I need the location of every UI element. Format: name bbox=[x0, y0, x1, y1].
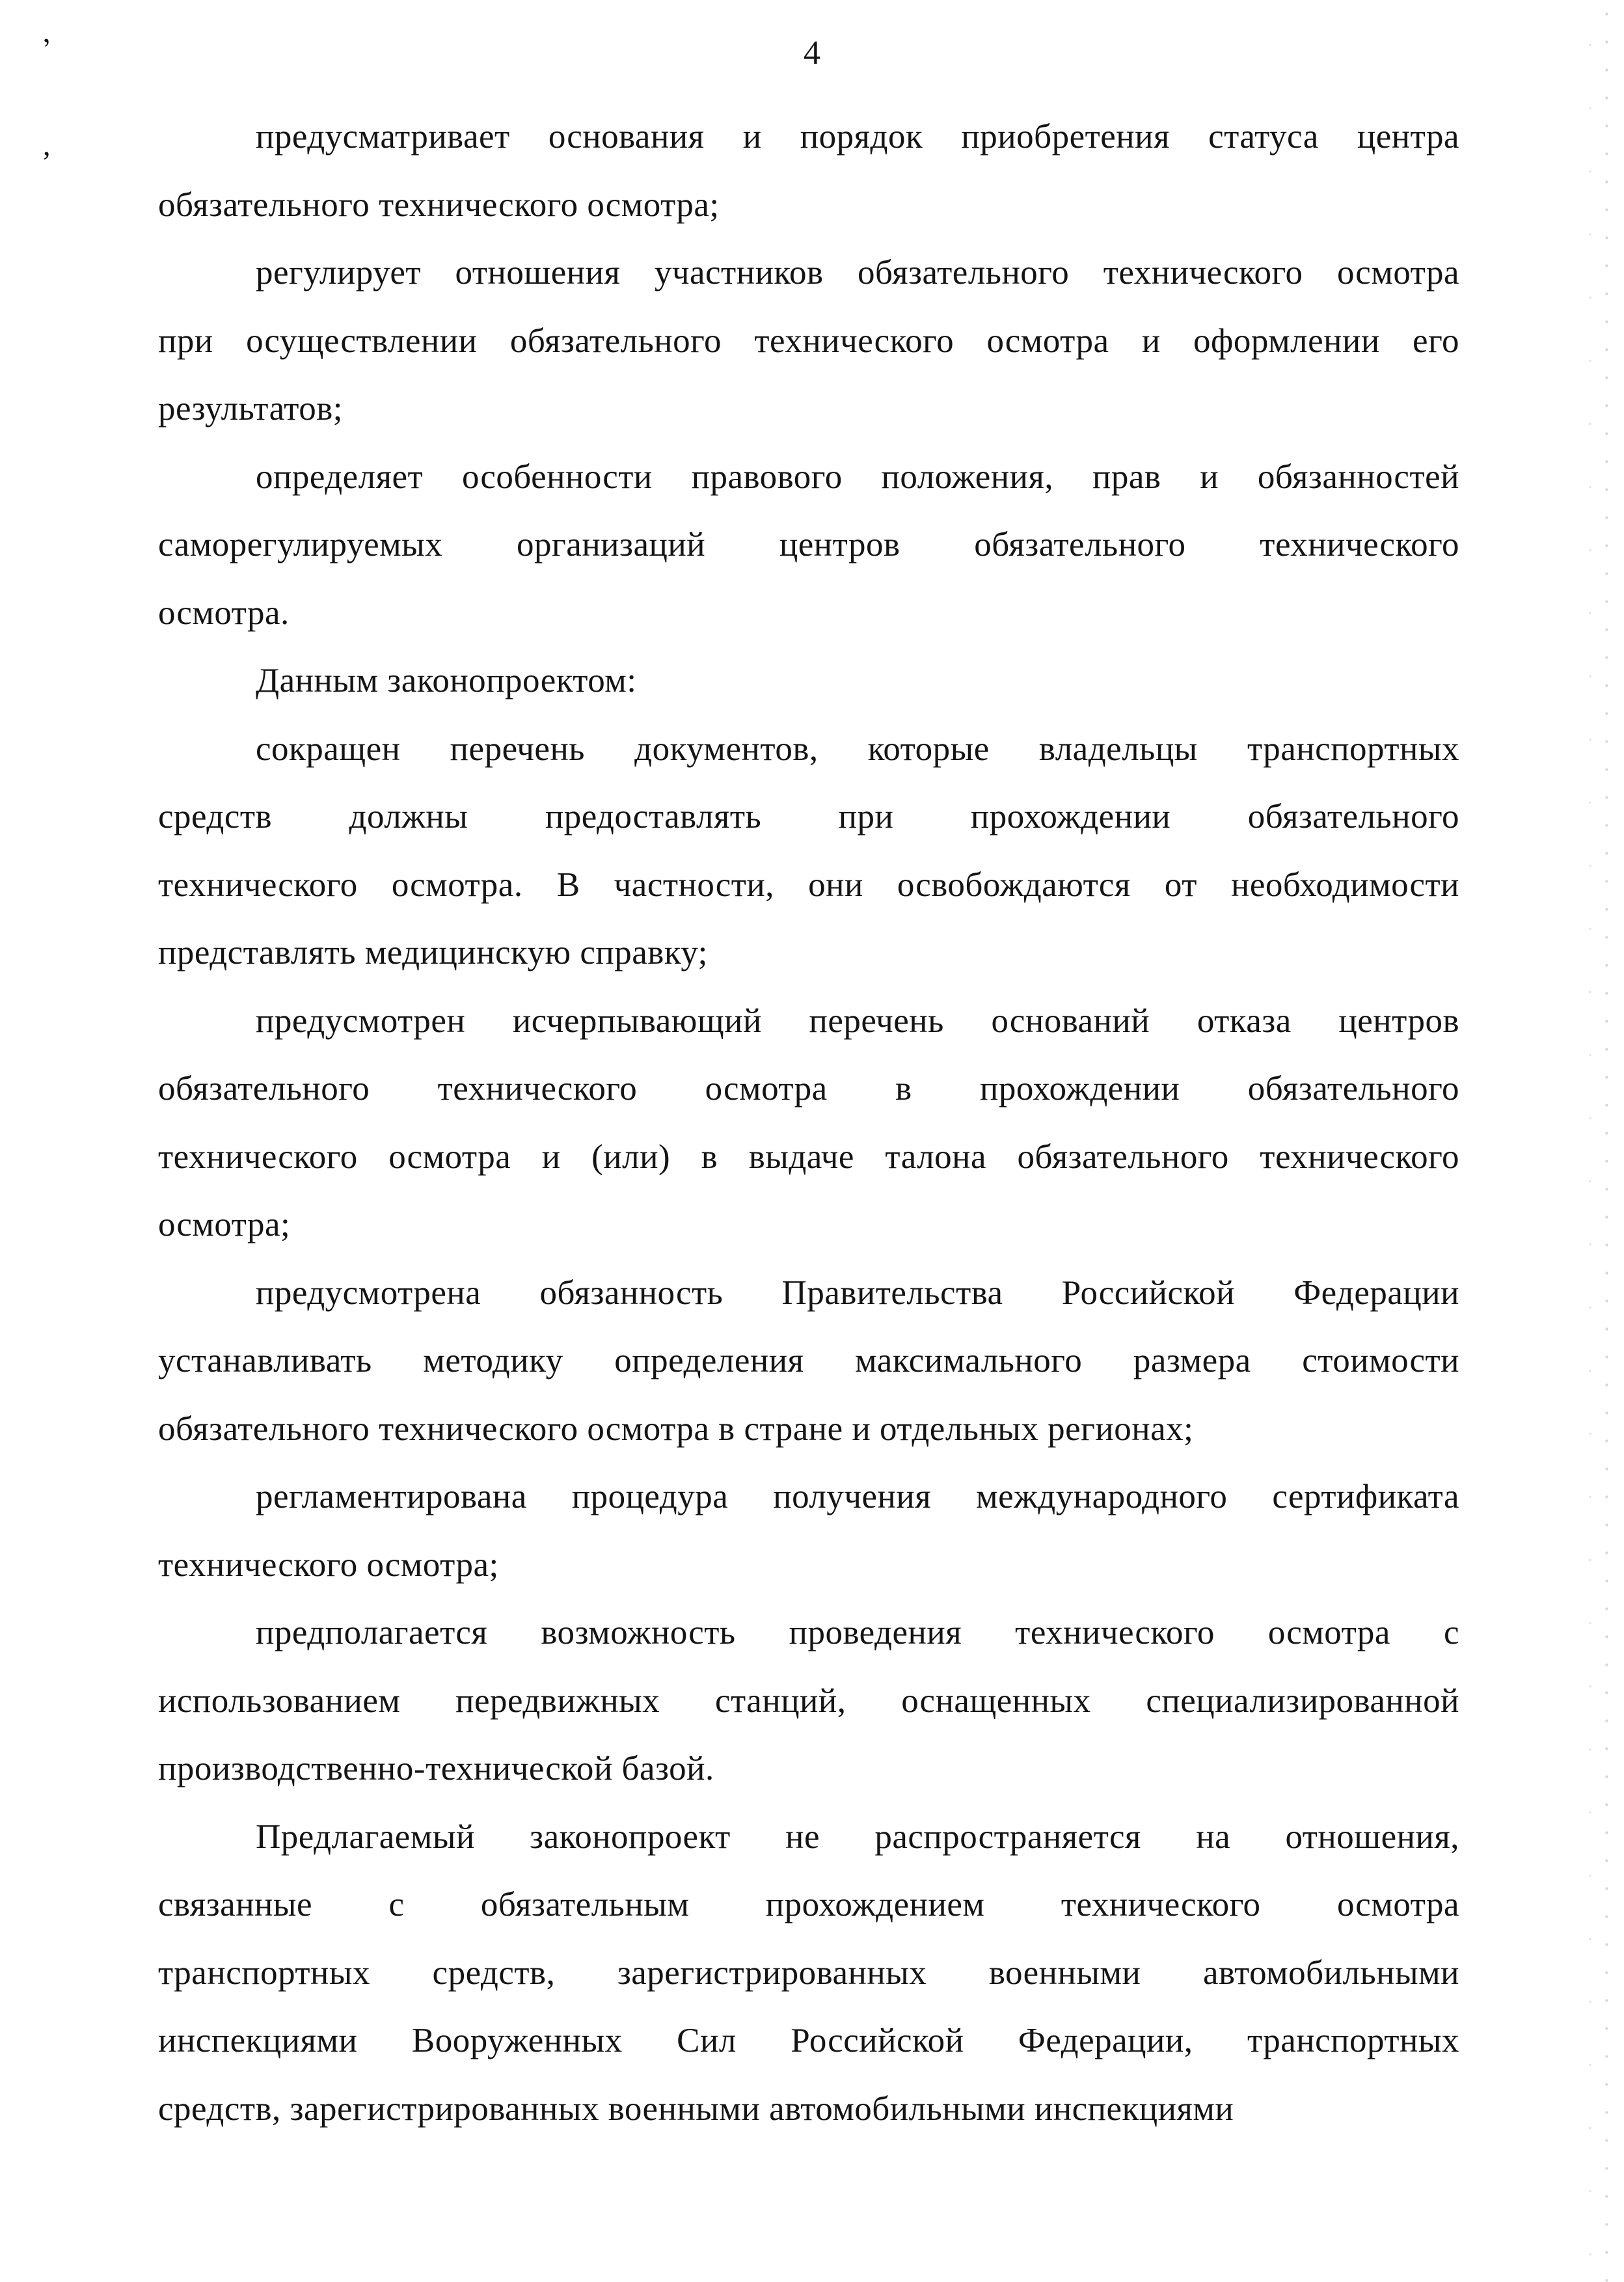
text-line: саморегулируемых организаций центров обязательного технического bbox=[158, 526, 1459, 564]
text-line: представлять медицинскую справку; bbox=[158, 934, 708, 971]
text-line: осмотра. bbox=[158, 593, 290, 632]
text-line: Данным законопроектом: bbox=[256, 662, 637, 700]
text-line: при осуществлении обязательного технического осмотра и оформлении его bbox=[158, 321, 1459, 360]
text-line: обязательного технического осмотра в стране и отдельных регионах; bbox=[158, 1409, 1194, 1448]
text-line: регламентирована процедура получения международного сертификата bbox=[256, 1478, 1459, 1515]
paragraph bbox=[158, 715, 1459, 987]
text-line: обязательного технического осмотра в прохождении обязательного bbox=[158, 1070, 1459, 1107]
text-line: обязательного технического осмотра; bbox=[158, 185, 720, 224]
paragraph bbox=[158, 1803, 1459, 2143]
text-line: предусматривает основания и порядок приобретения статуса центра bbox=[256, 118, 1459, 156]
text-line: сокращен перечень документов, которые владельцы транспортных bbox=[256, 729, 1459, 768]
scan-noise-column bbox=[1586, 0, 1595, 2282]
text-line: использованием передвижных станций, оснащенных специализированной bbox=[158, 1681, 1459, 1720]
scan-noise-column bbox=[1602, 0, 1614, 2282]
text-line: связанные с обязательным прохождением технического осмотра bbox=[158, 1886, 1459, 1923]
text-line: Предлагаемый законопроект не распространяется на отношения, bbox=[256, 1817, 1459, 1856]
scan-artifact-mark: , bbox=[43, 128, 51, 161]
text-line: средств должны предоставлять при прохождении обязательного bbox=[158, 798, 1459, 835]
text-line: результатов; bbox=[158, 390, 343, 428]
text-line: технического осмотра и (или) в выдаче талона обязательного технического bbox=[158, 1137, 1459, 1176]
paragraph bbox=[158, 987, 1459, 1259]
text-line: производственно-технической базой. bbox=[158, 1750, 714, 1787]
paragraph bbox=[158, 1259, 1459, 1463]
text-line: инспекциями Вооруженных Сил Российской Федерации, транспортных bbox=[158, 2022, 1459, 2059]
text-line: предполагается возможность проведения технического осмотра с bbox=[256, 1614, 1459, 1651]
paragraph bbox=[158, 1463, 1459, 1599]
text-line: осмотра; bbox=[158, 1206, 291, 1243]
text-line: транспортных средств, зарегистрированных военными автомобильными bbox=[158, 1953, 1459, 1992]
paragraph bbox=[158, 103, 1459, 239]
paragraph bbox=[158, 239, 1459, 443]
document-body bbox=[158, 103, 1459, 2143]
text-line: технического осмотра. В частности, они освобождаются от необходимости bbox=[158, 865, 1459, 904]
paragraph bbox=[158, 647, 1459, 715]
text-line: предусмотрена обязанность Правительства Российской Федерации bbox=[256, 1273, 1459, 1312]
text-line: определяет особенности правового положения, прав и обязанностей bbox=[256, 457, 1459, 496]
scan-artifact-mark: ’ bbox=[39, 31, 57, 66]
paragraph bbox=[158, 443, 1459, 647]
paragraph bbox=[158, 1599, 1459, 1803]
text-line: средств, зарегистрированных военными автомобильными инспекциями bbox=[158, 2089, 1234, 2128]
page-number: 4 bbox=[804, 34, 820, 72]
text-line: предусмотрен исчерпывающий перечень оснований отказа центров bbox=[256, 1001, 1459, 1040]
text-line: устанавливать методику определения максимального размера стоимости bbox=[158, 1342, 1459, 1379]
text-line: технического осмотра; bbox=[158, 1545, 499, 1584]
text-line: регулирует отношения участников обязательного технического осмотра bbox=[256, 254, 1459, 292]
